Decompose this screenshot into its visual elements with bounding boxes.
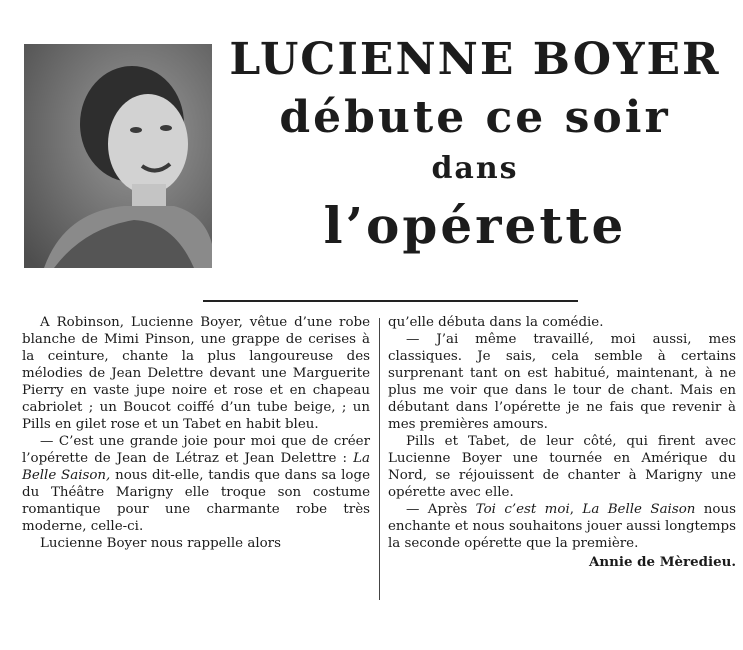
- column-separator: [379, 318, 380, 600]
- punctuation: ,: [569, 502, 583, 517]
- headline: [215, 30, 735, 260]
- article-paragraph: [388, 501, 736, 552]
- article-paragraph: Pills et Tabet, de leur côté, qui firent avec Lucienne Boyer une tournée en Amérique du Nord, se réjouissent de chanter à Marigny une opérette avec elle.: [388, 434, 736, 500]
- operetta-title: La Belle Saison,: [22, 451, 370, 483]
- quote-text: nous enchante et nous souhaitons jouer aussi longtemps la seconde opérette que la première.: [388, 502, 736, 551]
- quote-text: — Après: [406, 502, 476, 517]
- portrait-photo: [24, 44, 212, 268]
- article-paragraph: [22, 433, 370, 535]
- headline-name: LUCIENNE BOYER: [229, 34, 721, 85]
- quote-text: nous dit-elle, tandis que dans sa loge du Théâtre Marigny elle troque son costume romantique pour une charmante robe très moderne, celle-ci.: [22, 468, 370, 534]
- headline-connector: dans: [431, 151, 519, 186]
- article-column-right: [388, 314, 736, 571]
- headline-operette: l’opérette: [323, 196, 627, 255]
- article-paragraph: — J’ai même travaillé, moi aussi, mes classiques. Je sais, cela semble à certains surprenant tant on est habitué, maintenant, à ne plus me voir que dans le tour de chant. Mais en débutant dans l’opérette je ne fais que revenir à mes premières amours.: [388, 332, 736, 432]
- quote-text: — C’est une grande joie pour moi que de créer l’opérette de Jean de Létraz et Jean Delettre :: [22, 434, 370, 466]
- operetta-title: La Belle Saison: [582, 502, 696, 517]
- headline-subtitle: débute ce soir: [279, 92, 671, 143]
- article-paragraph: qu’elle débuta dans la comédie.: [388, 315, 604, 330]
- headline-divider: [203, 300, 578, 302]
- article-paragraph: A Robinson, Lucienne Boyer, vêtue d’une robe blanche de Mimi Pinson, une grappe de cerises à la ceinture, chante la plus langoureuse des mélodies de Jean Delettre devant une Marguerite Pierry en vaste jupe noire et rose et en chapeau cabriolet ; un Boucot coiffé d’un tube beige, ; un Pills en gilet rose et un Tabet en habit bleu.: [22, 315, 370, 432]
- article-paragraph: Lucienne Boyer nous rappelle alors: [40, 536, 281, 551]
- author-signature: Annie de Mèredieu.: [589, 554, 736, 570]
- show-title: Toi c’est moi: [475, 502, 570, 517]
- article-column-left: [22, 314, 370, 552]
